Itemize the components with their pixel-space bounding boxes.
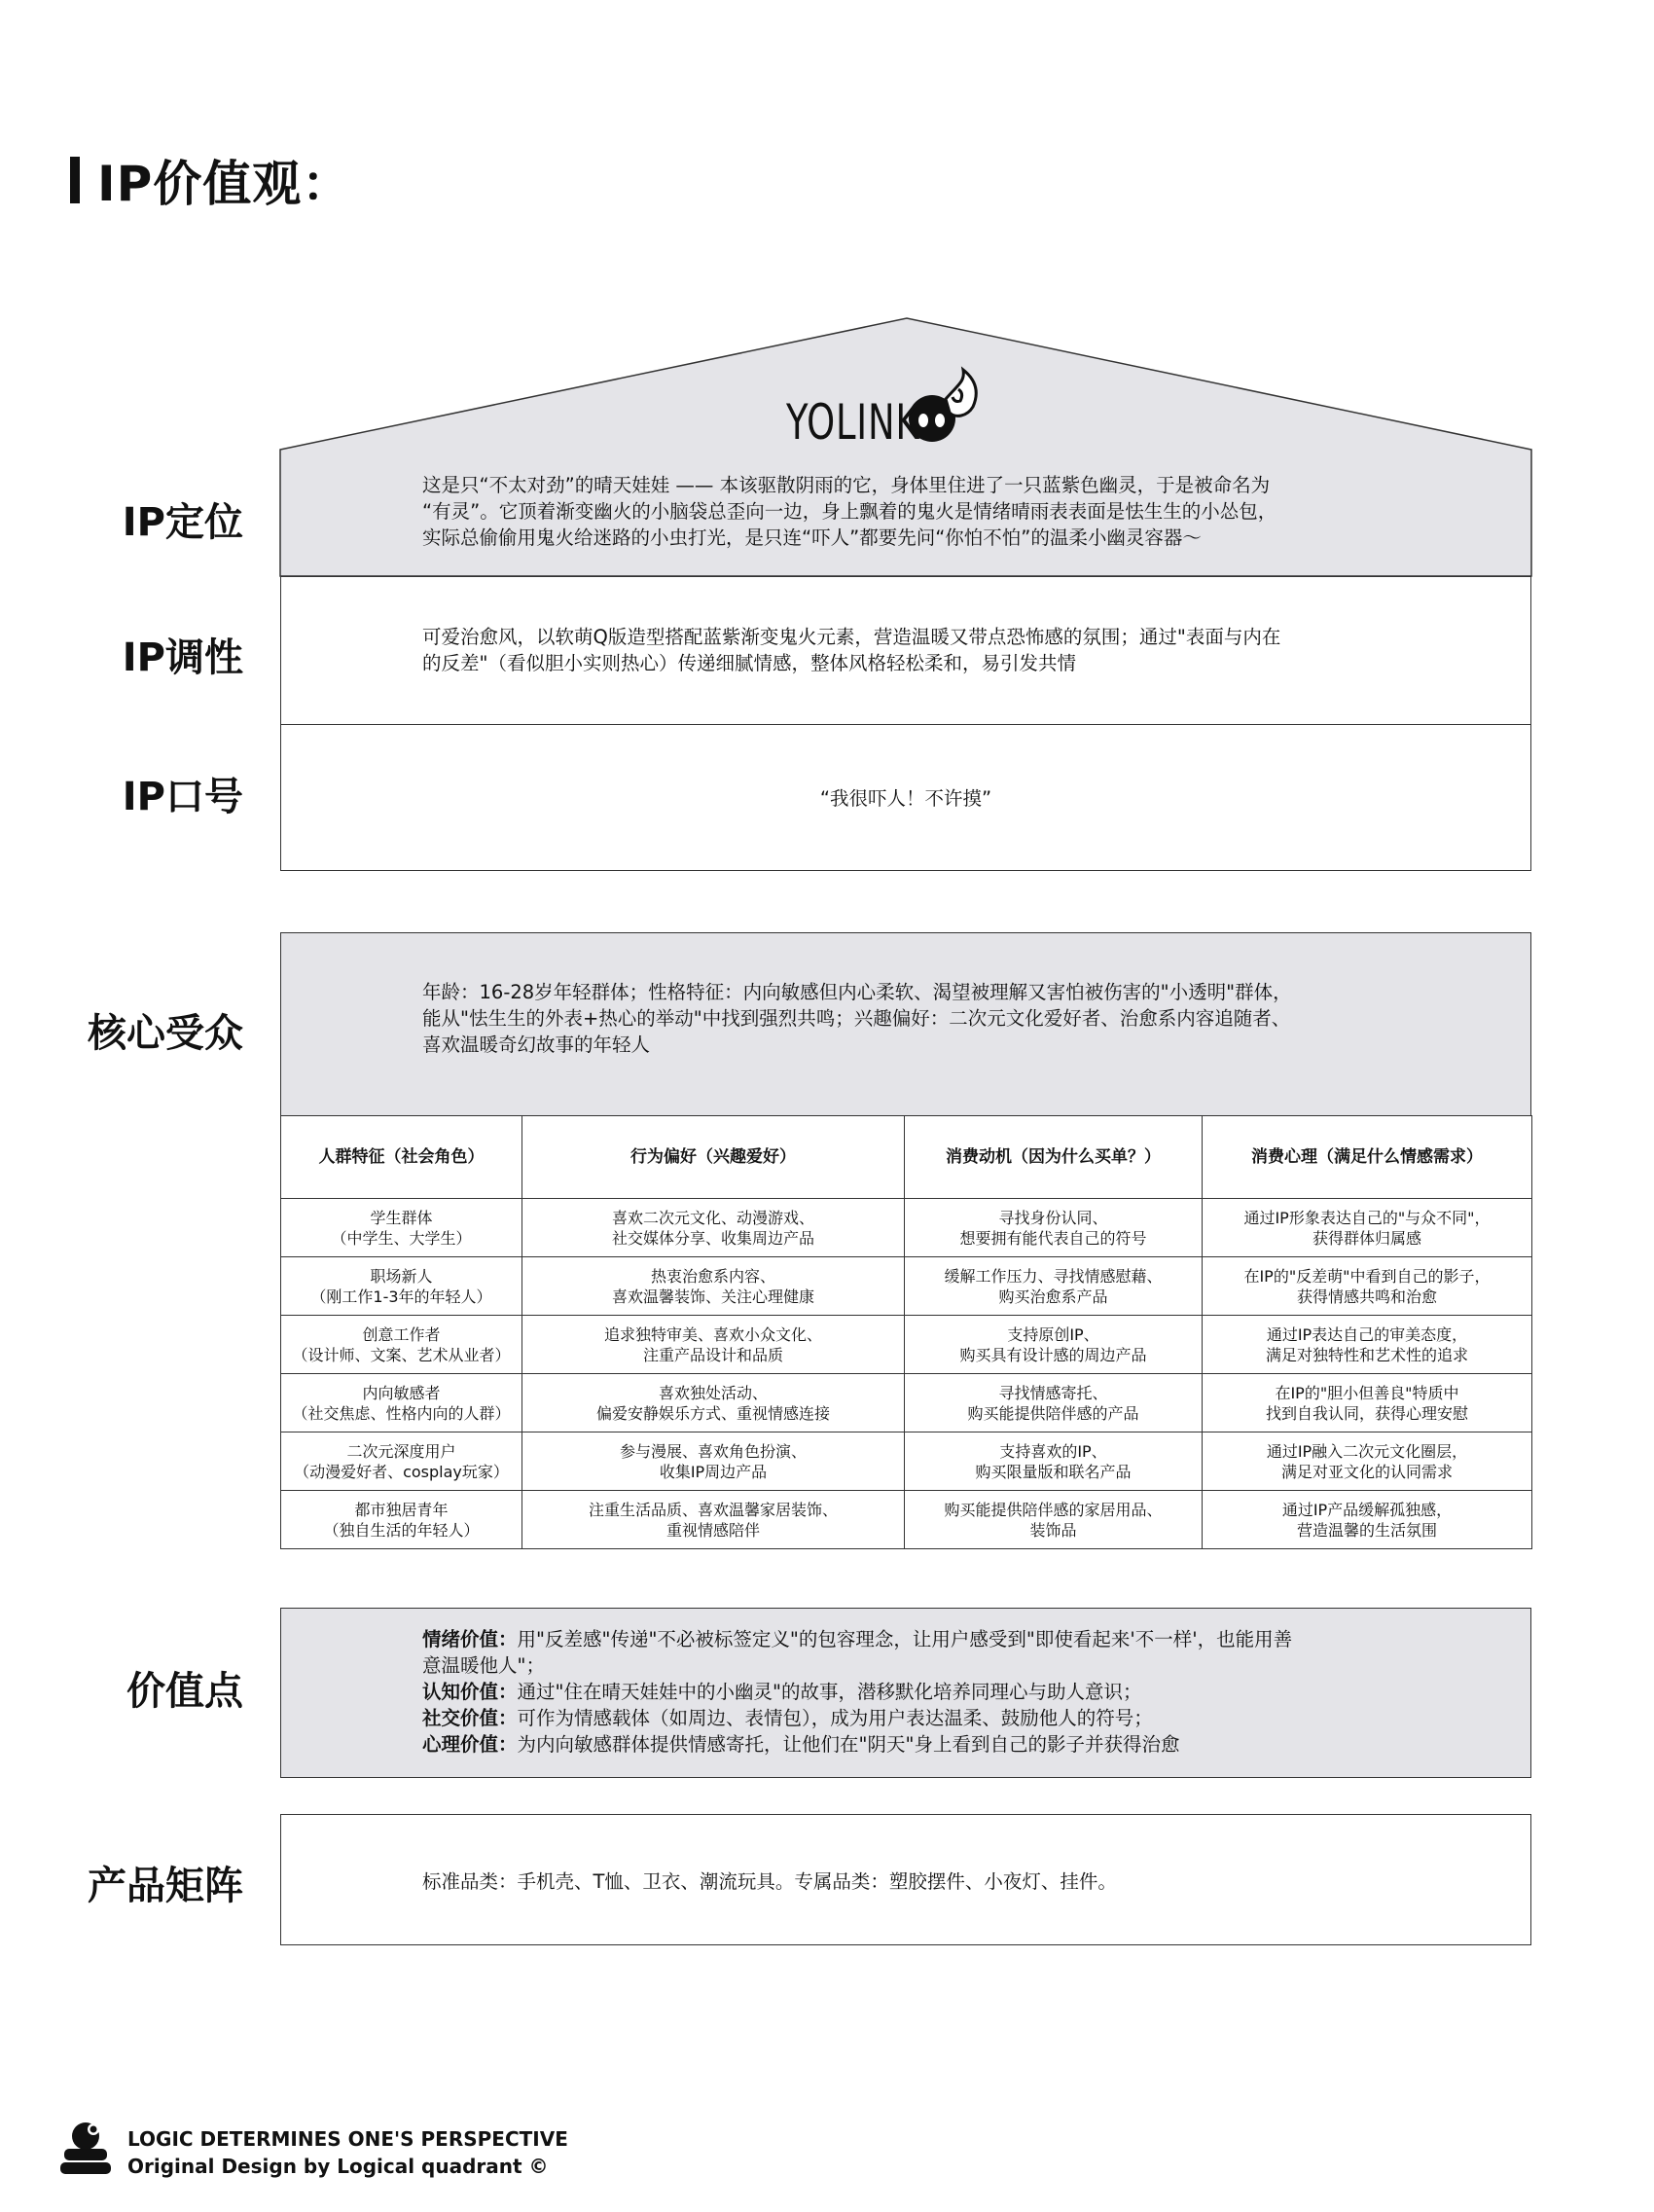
footer-line-2: Original Design by Logical quadrant © bbox=[127, 2155, 549, 2178]
positioning-text bbox=[422, 472, 1276, 551]
table-cell-line: 支持喜欢的IP、 bbox=[999, 1441, 1107, 1461]
audience-line: 喜欢温暖奇幻故事的年轻人 bbox=[422, 1033, 651, 1056]
audience-text bbox=[422, 979, 1292, 1058]
value-point-item bbox=[422, 1626, 1292, 1652]
positioning-line: 这是只“不太对劲”的晴天娃娃 —— 本该驱散阴雨的它，身体里住进了一只蓝紫色幽灵，于是被命名为 bbox=[422, 474, 1271, 496]
table-cell-line: 获得群体归属感 bbox=[1312, 1228, 1421, 1248]
slogan-text: “我很吓人！不许摸” bbox=[819, 787, 992, 810]
audience-line: 能从"怯生生的外表+热心的举动"中找到强烈共鸣；兴趣偏好：二次元文化爱好者、治愈系内容追随者、 bbox=[422, 1007, 1291, 1030]
table-cell-line: 寻找情感寄托、 bbox=[998, 1383, 1108, 1402]
table-cell-line: 营造温馨的生活氛围 bbox=[1296, 1520, 1437, 1540]
table-cell-line: 想要拥有能代表自己的符号 bbox=[959, 1228, 1147, 1248]
footer-mascot-icon bbox=[56, 2120, 115, 2178]
table-cell-line: 通过IP表达自己的审美态度， bbox=[1266, 1324, 1468, 1344]
table-cell bbox=[522, 1199, 905, 1257]
products-text: 标准品类：手机壳、T恤、卫衣、潮流玩具。专属品类：塑胶摆件、小夜灯、挂件。 bbox=[422, 1870, 1117, 1893]
table-cell-line: 在IP的"胆小但善良"特质中 bbox=[1275, 1383, 1459, 1402]
value-point-item bbox=[422, 1705, 1292, 1731]
table-cell bbox=[905, 1257, 1203, 1316]
table-cell-line: （刚工作1-3年的年轻人） bbox=[310, 1287, 492, 1306]
value-point-text: 为内向敏感群体提供情感寄托，让他们在"阴天"身上看到自己的影子并获得治愈 bbox=[517, 1733, 1180, 1756]
table-cell-line: 满足对亚文化的认同需求 bbox=[1280, 1462, 1453, 1481]
table-cell-line: 获得情感共鸣和治愈 bbox=[1296, 1287, 1437, 1306]
value-point-item bbox=[422, 1731, 1292, 1758]
table-cell-line: 内向敏感者 bbox=[362, 1383, 441, 1402]
table-cell-line: （设计师、文案、艺术从业者） bbox=[292, 1345, 511, 1364]
table-cell-line: （动漫爱好者、cosplay玩家） bbox=[294, 1462, 509, 1481]
table-cell-line: 找到自我认同，获得心理安慰 bbox=[1265, 1403, 1468, 1423]
table-cell-line: （社交焦虑、性格内向的人群） bbox=[292, 1403, 511, 1423]
table-cell-line: 通过IP形象表达自己的"与众不同"， bbox=[1243, 1208, 1491, 1227]
value-point-text: 可作为情感载体（如周边、表情包），成为用户表达温柔、鼓励他人的符号； bbox=[517, 1707, 1153, 1729]
value-point-key: 认知价值： bbox=[422, 1681, 518, 1703]
page-title-text: IP价值观： bbox=[97, 156, 352, 212]
table-cell-line: 在IP的"反差萌"中看到自己的影子， bbox=[1243, 1266, 1491, 1286]
table-cell-line: 通过IP产品缓解孤独感， bbox=[1281, 1500, 1453, 1519]
tone-line: 的反差"（看似胆小实则热心）传递细腻情感，整体风格轻松柔和，易引发共情 bbox=[422, 652, 1076, 674]
table-cell bbox=[281, 1199, 522, 1257]
column-header: 行为偏好（兴趣爱好） bbox=[522, 1116, 905, 1199]
table-cell bbox=[1203, 1374, 1532, 1432]
table-cell-line: 购买能提供陪伴感的家居用品、 bbox=[944, 1500, 1163, 1519]
table-cell-line: （中学生、大学生） bbox=[331, 1228, 472, 1248]
value-point-item bbox=[422, 1679, 1292, 1705]
tone-line: 可爱治愈风，以软萌Q版造型搭配蓝紫渐变鬼火元素，营造温暖又带点恐怖感的氛围；通过"表面与内在 bbox=[422, 626, 1281, 648]
value-point-key: 情绪价值： bbox=[422, 1628, 518, 1650]
footer-text bbox=[127, 2125, 568, 2180]
audience-table bbox=[280, 1115, 1532, 1549]
table-cell-line: 喜欢独处活动、 bbox=[658, 1383, 768, 1402]
table-cell-line: 收集IP周边产品 bbox=[659, 1462, 768, 1481]
value-point-text: 意温暖他人"； bbox=[422, 1654, 545, 1677]
table-row bbox=[281, 1316, 1532, 1374]
table-cell-line: 社交媒体分享、收集周边产品 bbox=[611, 1228, 814, 1248]
table-cell-line: 通过IP融入二次元文化圈层， bbox=[1266, 1441, 1468, 1461]
positioning-line: 实际总偷偷用鬼火给迷路的小虫打光，是只连“吓人”都要先问“你怕不怕”的温柔小幽灵容器～ bbox=[422, 526, 1202, 549]
table-cell-line: 职场新人 bbox=[370, 1266, 433, 1286]
table-cell-line: 偏爱安静娱乐方式、重视情感连接 bbox=[595, 1403, 830, 1423]
value-point-key: 社交价值： bbox=[422, 1707, 518, 1729]
table-cell-line: 注重生活品质、喜欢温馨家居装饰、 bbox=[588, 1500, 838, 1519]
table-cell bbox=[905, 1316, 1203, 1374]
audience-line: 年龄：16-28岁年轻群体；性格特征：内向敏感但内心柔软、渴望被理解又害怕被伤害的"小透明"群体， bbox=[422, 981, 1292, 1003]
table-cell bbox=[1203, 1491, 1532, 1549]
table-cell bbox=[522, 1432, 905, 1491]
table-cell-line: 学生群体 bbox=[370, 1208, 433, 1227]
table-cell bbox=[281, 1491, 522, 1549]
table-row bbox=[281, 1199, 1532, 1257]
table-cell bbox=[1203, 1432, 1532, 1491]
table-cell bbox=[905, 1374, 1203, 1432]
value-point-text: 用"反差感"传递"不必被标签定义"的包容理念，让用户感受到"即使看起来'不一样'，也能用善 bbox=[517, 1628, 1293, 1650]
positioning-line: “有灵”。它顶着渐变幽火的小脑袋总歪向一边，身上飘着的鬼火是情绪晴雨表表面是怯生生的小怂包， bbox=[422, 500, 1277, 523]
table-cell-line: 购买限量版和联名产品 bbox=[975, 1462, 1132, 1481]
value-point-text: 通过"住在晴天娃娃中的小幽灵"的故事，潜移默化培养同理心与助人意识； bbox=[517, 1681, 1142, 1703]
table-cell bbox=[281, 1257, 522, 1316]
yolink-logo: YOLINK bbox=[786, 394, 920, 451]
table-cell-line: 热衷治愈系内容、 bbox=[650, 1266, 775, 1286]
table-cell-line: 购买具有设计感的周边产品 bbox=[959, 1345, 1147, 1364]
table-cell-line: 缓解工作压力、寻找情感慰藉、 bbox=[944, 1266, 1163, 1286]
table-cell-line: 参与漫展、喜欢角色扮演、 bbox=[619, 1441, 807, 1461]
table-cell bbox=[905, 1491, 1203, 1549]
table-cell bbox=[281, 1316, 522, 1374]
label-core-audience: 核心受众 bbox=[88, 1011, 243, 1056]
table-cell bbox=[1203, 1257, 1532, 1316]
table-cell bbox=[281, 1374, 522, 1432]
table-cell-line: 购买能提供陪伴感的产品 bbox=[967, 1403, 1139, 1423]
table-cell bbox=[905, 1432, 1203, 1491]
table-cell bbox=[522, 1491, 905, 1549]
values-list bbox=[422, 1626, 1292, 1758]
table-cell-line: 重视情感陪伴 bbox=[665, 1520, 760, 1540]
label-ip-positioning: IP定位 bbox=[122, 500, 243, 545]
table-cell-line: 支持原创IP、 bbox=[1007, 1324, 1099, 1344]
label-value-points: 价值点 bbox=[126, 1669, 243, 1714]
column-header: 人群特征（社会角色） bbox=[281, 1116, 522, 1199]
table-cell bbox=[281, 1432, 522, 1491]
table-cell-line: 创意工作者 bbox=[362, 1324, 441, 1344]
footer-line-1: LOGIC DETERMINES ONE'S PERSPECTIVE bbox=[127, 2127, 568, 2151]
table-cell-line: 注重产品设计和品质 bbox=[642, 1345, 783, 1364]
table-cell-line: 喜欢温馨装饰、关注心理健康 bbox=[611, 1287, 814, 1306]
table-header-row bbox=[281, 1116, 1532, 1199]
table-cell-line: 寻找身份认同、 bbox=[998, 1208, 1108, 1227]
table-cell-line: 购买治愈系产品 bbox=[998, 1287, 1108, 1306]
label-ip-slogan: IP口号 bbox=[122, 775, 243, 819]
table-cell-line: 都市独居青年 bbox=[354, 1500, 449, 1519]
table-row bbox=[281, 1432, 1532, 1491]
table-cell bbox=[522, 1374, 905, 1432]
table-row bbox=[281, 1257, 1532, 1316]
column-header: 消费动机（因为什么买单？） bbox=[905, 1116, 1203, 1199]
table-cell-line: 装饰品 bbox=[1029, 1520, 1077, 1540]
table-cell-line: 喜欢二次元文化、动漫游戏、 bbox=[611, 1208, 814, 1227]
table-body bbox=[281, 1199, 1532, 1549]
value-point-key: 心理价值： bbox=[422, 1733, 518, 1756]
label-product-matrix: 产品矩阵 bbox=[88, 1864, 243, 1908]
table-row bbox=[281, 1491, 1532, 1549]
value-point-item bbox=[422, 1652, 1292, 1679]
table-cell bbox=[522, 1257, 905, 1316]
table-cell-line: 满足对独特性和艺术性的追求 bbox=[1265, 1345, 1468, 1364]
tone-text bbox=[422, 624, 1280, 676]
table-cell bbox=[522, 1316, 905, 1374]
column-header: 消费心理（满足什么情感需求） bbox=[1203, 1116, 1532, 1199]
table-cell bbox=[1203, 1316, 1532, 1374]
table-cell bbox=[905, 1199, 1203, 1257]
table-cell-line: （独自生活的年轻人） bbox=[323, 1520, 480, 1540]
table-cell-line: 二次元深度用户 bbox=[346, 1441, 456, 1461]
table-row bbox=[281, 1374, 1532, 1432]
table-cell bbox=[1203, 1199, 1532, 1257]
label-ip-tone: IP调性 bbox=[122, 635, 243, 680]
table-cell-line: 追求独特审美、喜欢小众文化、 bbox=[603, 1324, 822, 1344]
